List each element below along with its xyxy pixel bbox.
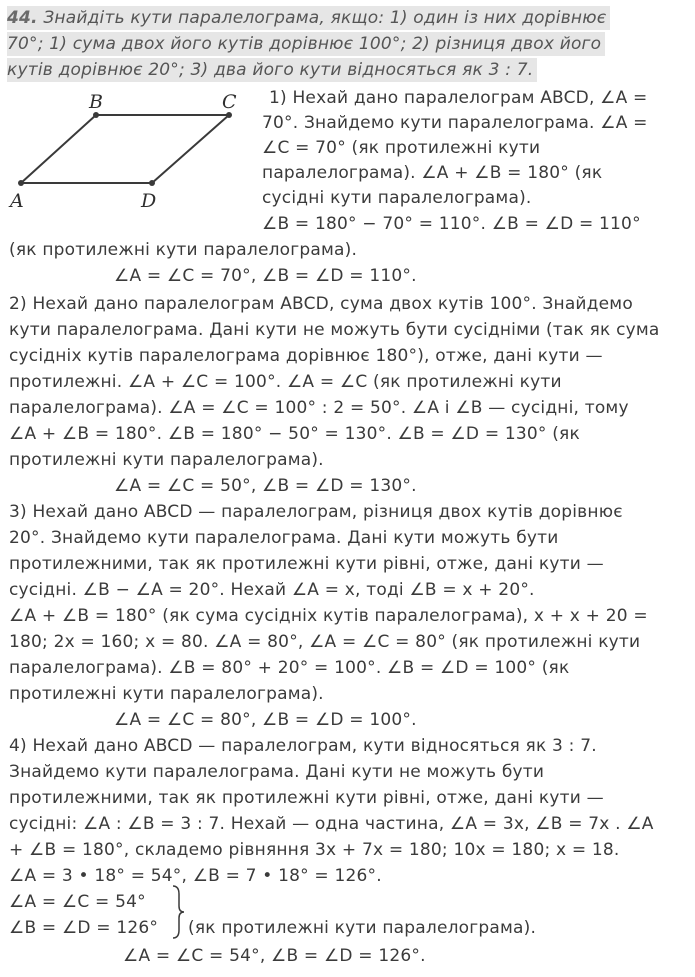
task-line-1 — [7, 6, 610, 30]
parallelogram-shape — [21, 115, 229, 183]
solution-line: протилежні кути паралелограма). — [9, 450, 324, 470]
solution-line: 70°. Знайдемо кути паралелограма. ∠A = — [262, 113, 648, 133]
task-number: 44. — [7, 8, 38, 28]
solution-line: ∠C = 70° (як протилежні кути — [262, 138, 541, 158]
answer-line: ∠A = ∠C = 80°, ∠B = ∠D = 100°. — [114, 710, 417, 730]
task-line-2: 70°; 1) сума двох його кутів дорівнює 100°; 2) різниця двох його — [7, 32, 605, 56]
vertex-d-label: D — [141, 190, 157, 212]
solution-line: 1) Нехай дано паралелограм ABCD, ∠A = — [269, 88, 648, 108]
solution-line: ∠B = 180° − 70° = 110°. ∠B = ∠D = 110° — [262, 214, 641, 234]
vertex-a-dot — [18, 180, 24, 186]
solution-line: протилежними, так як протилежні кути рівні, отже, дані кути — — [9, 554, 604, 574]
parallelogram-figure — [0, 85, 260, 220]
system-line-1: ∠A = ∠C = 54° — [9, 892, 146, 912]
solution-line: паралелограма). ∠A = ∠C = 100° : 2 = 50°. ∠A і ∠B — сусідні, тому — [9, 398, 629, 418]
solution-line: протилежними, так як протилежні кути рівні, отже, дані кути — — [9, 788, 604, 808]
task-line-3: кутів дорівнює 20°; 3) два його кути відносяться як 3 : 7. — [7, 58, 537, 82]
solution-line: 4) Нехай дано ABCD — паралелограм, кути відносяться як 3 : 7. — [9, 736, 597, 756]
solution-line: ∠A + ∠B = 180°. ∠B = 180° − 50° = 130°. ∠B = ∠D = 130° (як — [9, 424, 580, 444]
vertex-b-label: B — [89, 91, 103, 113]
task-text-1: Знайдіть кути паралелограма, якщо: 1) один із них дорівнює — [43, 8, 607, 28]
solution-line: 180; 2x = 160; x = 80. ∠A = 80°, ∠A = ∠C = 80° (як протилежні кути — [9, 632, 641, 652]
solution-line: паралелограма). ∠A + ∠B = 180° (як — [262, 163, 603, 183]
system-line-2: ∠B = ∠D = 126° — [9, 918, 159, 938]
vertex-c-label: C — [222, 91, 237, 113]
solution-line: + ∠B = 180°, складемо рівняння 3x + 7x = 180; 10x = 180; x = 18. — [9, 840, 620, 860]
solution-line: (як протилежні кути паралелограма). — [9, 240, 358, 260]
answer-line: ∠A = ∠C = 50°, ∠B = ∠D = 130°. — [114, 476, 417, 496]
curly-brace-icon — [170, 884, 186, 940]
answer-line: ∠A = ∠C = 70°, ∠B = ∠D = 110°. — [114, 266, 417, 286]
solution-line: Знайдемо кути паралелограма. Дані кути не можуть бути — [9, 762, 545, 782]
solution-line: ∠A + ∠B = 180° (як сума сусідніх кутів паралелограма), x + x + 20 = — [9, 606, 648, 626]
solution-line: 2) Нехай дано паралелограм ABCD, сума двох кутів 100°. Знайдемо — [9, 294, 633, 314]
solution-line: сусідні: ∠A : ∠B = 3 : 7. Нехай — одна частина, ∠A = 3x, ∠B = 7x . ∠A — [9, 814, 654, 834]
vertex-d-dot — [149, 180, 155, 186]
solution-line: ∠A = 3 • 18° = 54°, ∠B = 7 • 18° = 126°. — [9, 866, 382, 886]
system-note: (як протилежні кути паралелограма). — [188, 918, 537, 938]
solution-line: протилежні кути паралелограма). — [9, 684, 324, 704]
solution-line: 3) Нехай дано ABCD — паралелограм, різниця двох кутів дорівнює — [9, 502, 623, 522]
answer-line: ∠A = ∠C = 54°, ∠B = ∠D = 126°. — [123, 946, 426, 966]
solution-line: кути паралелограма. Дані кути не можуть бути сусідніми (так як сума — [9, 320, 660, 340]
solution-line: сусідніх кутів паралелограма дорівнює 180°), отже, дані кути — — [9, 346, 603, 366]
vertex-a-label: A — [10, 190, 24, 212]
solution-line: паралелограма). ∠B = 80° + 20° = 100°. ∠B = ∠D = 100° (як — [9, 658, 570, 678]
solution-line: сусідні. ∠B − ∠A = 20°. Нехай ∠A = x, тоді ∠B = x + 20°. — [9, 580, 535, 600]
solution-line: протилежні. ∠A + ∠C = 100°. ∠A = ∠C (як протилежні кути — [9, 372, 562, 392]
solution-line: сусідні кути паралелограма). — [262, 188, 532, 208]
solution-line: 20°. Знайдемо кути паралелограма. Дані кути можуть бути — [9, 528, 559, 548]
